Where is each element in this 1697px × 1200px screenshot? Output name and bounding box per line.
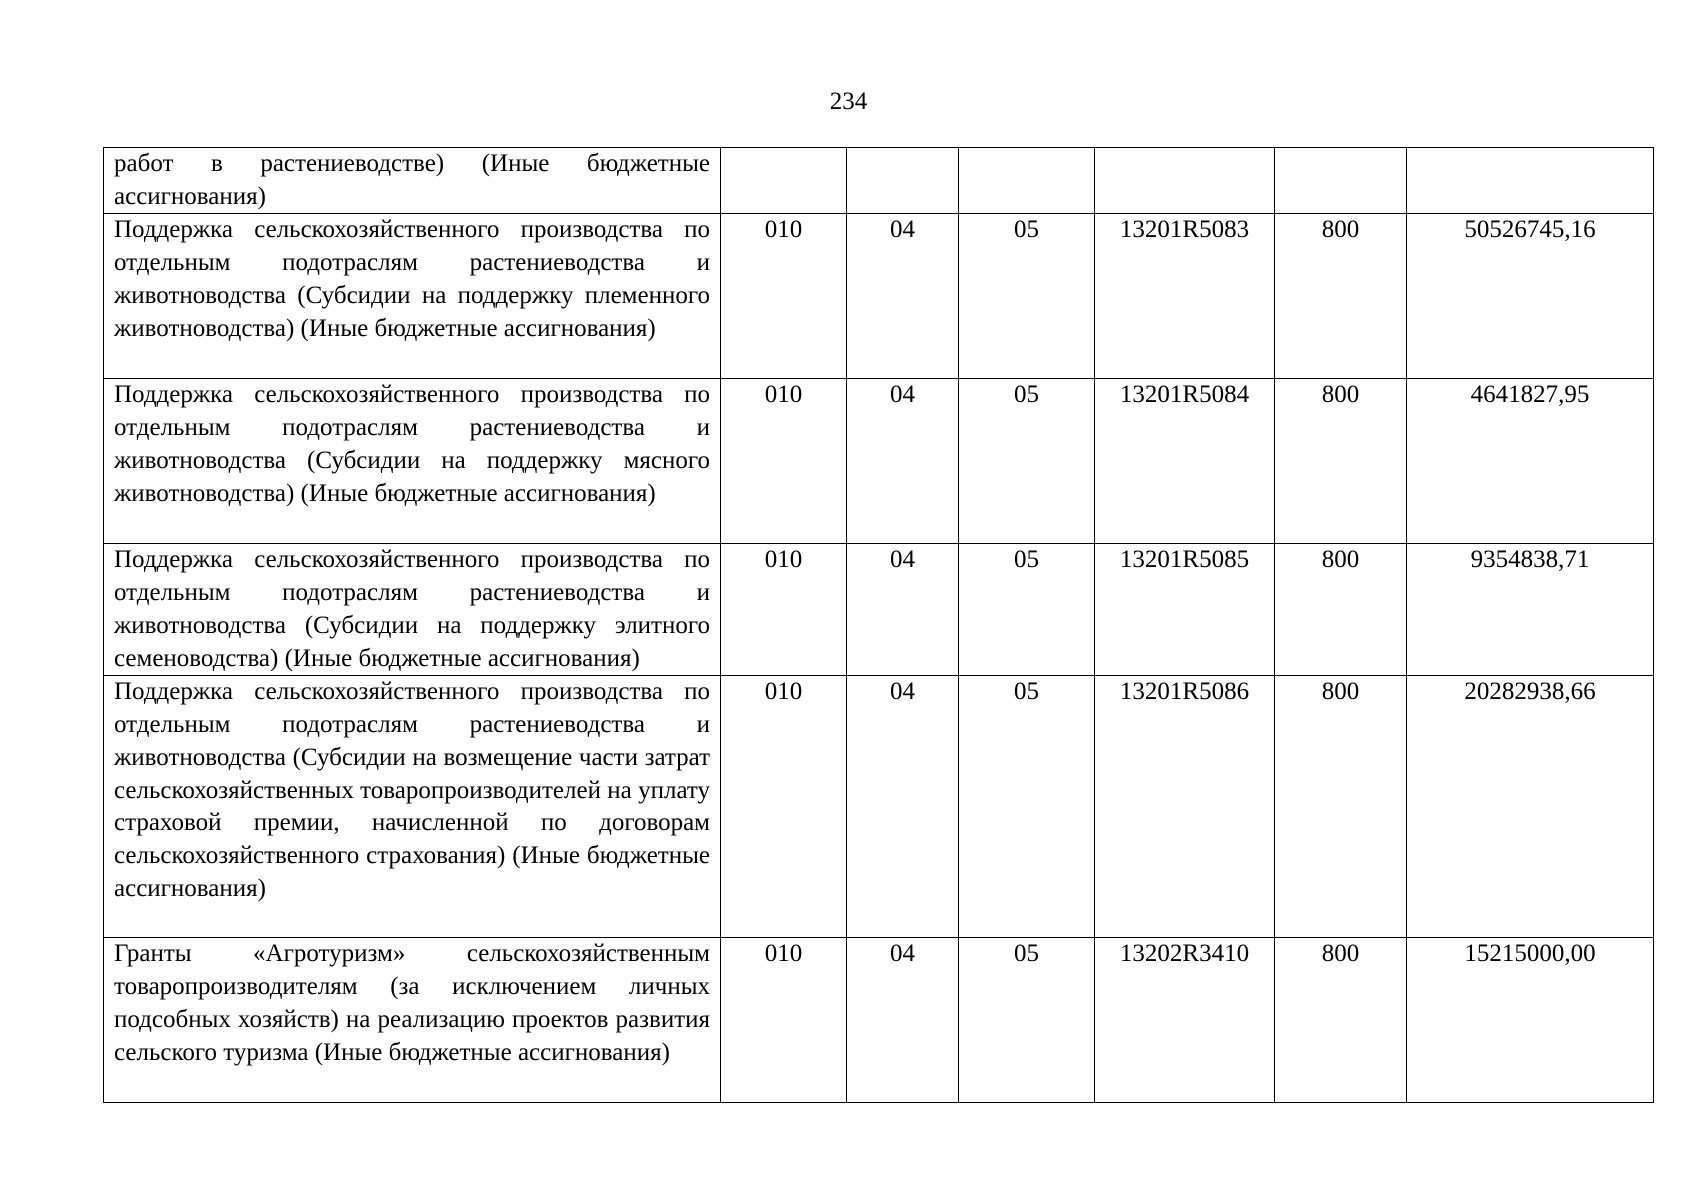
row-description: Поддержка сельскохозяйственного производства по отдельным подотраслям растениеводства и животноводства (Субсидии на возмещение части затрат сельскохозяйственных товаропроизводителей на уплату страховой премии, начисленной по договорам сельскохозяйственного страхования) (Иные бюджетные ассигнования)	[104, 676, 721, 938]
table-row	[104, 214, 1654, 379]
section-code: 04	[847, 379, 959, 544]
section-code: 04	[847, 544, 959, 676]
table-row	[104, 938, 1654, 1103]
subsection-code: 05	[959, 214, 1095, 379]
table-row	[104, 379, 1654, 544]
row-description: Гранты «Агротуризм» сельскохозяйственным товаропроизводителям (за исключением личных подсобных хозяйств) на реализацию проектов развития сельского туризма (Иные бюджетные ассигнования)	[104, 938, 721, 1103]
amount-cell: 9354838,71	[1407, 544, 1654, 676]
budget-table	[103, 147, 1654, 1103]
target-article-code: 13201R5086	[1095, 676, 1275, 938]
amount-cell: 4641827,95	[1407, 379, 1654, 544]
ministry-code: 010	[721, 938, 847, 1103]
subsection-code: 05	[959, 676, 1095, 938]
row-description: Поддержка сельскохозяйственного производства по отдельным подотраслям растениеводства и животноводства (Субсидии на поддержку элитного семеноводства) (Иные бюджетные ассигнования)	[104, 544, 721, 676]
target-article-code: 13201R5084	[1095, 379, 1275, 544]
section-code	[847, 148, 959, 214]
target-article-code: 13202R3410	[1095, 938, 1275, 1103]
section-code: 04	[847, 214, 959, 379]
target-article-code: 13201R5085	[1095, 544, 1275, 676]
expense-type-code: 800	[1275, 544, 1407, 676]
expense-type-code: 800	[1275, 214, 1407, 379]
target-article-code	[1095, 148, 1275, 214]
row-description: Поддержка сельскохозяйственного производства по отдельным подотраслям растениеводства и животноводства (Субсидии на поддержку племенного животноводства) (Иные бюджетные ассигнования)	[104, 214, 721, 379]
table-row	[104, 544, 1654, 676]
ministry-code	[721, 148, 847, 214]
subsection-code: 05	[959, 938, 1095, 1103]
section-code: 04	[847, 676, 959, 938]
section-code: 04	[847, 938, 959, 1103]
expense-type-code: 800	[1275, 379, 1407, 544]
target-article-code: 13201R5083	[1095, 214, 1275, 379]
amount-cell: 15215000,00	[1407, 938, 1654, 1103]
row-description: работ в растениеводстве) (Иные бюджетные ассигнования)	[104, 148, 721, 214]
ministry-code: 010	[721, 379, 847, 544]
subsection-code: 05	[959, 379, 1095, 544]
amount-cell: 20282938,66	[1407, 676, 1654, 938]
subsection-code: 05	[959, 544, 1095, 676]
expense-type-code: 800	[1275, 676, 1407, 938]
ministry-code: 010	[721, 214, 847, 379]
page-number: 234	[829, 88, 868, 115]
subsection-code	[959, 148, 1095, 214]
amount-cell	[1407, 148, 1654, 214]
table-row	[104, 148, 1654, 214]
amount-cell: 50526745,16	[1407, 214, 1654, 379]
ministry-code: 010	[721, 544, 847, 676]
expense-type-code: 800	[1275, 938, 1407, 1103]
ministry-code: 010	[721, 676, 847, 938]
table-row	[104, 676, 1654, 938]
row-description: Поддержка сельскохозяйственного производства по отдельным подотраслям растениеводства и животноводства (Субсидии на поддержку мясного животноводства) (Иные бюджетные ассигнования)	[104, 379, 721, 544]
expense-type-code	[1275, 148, 1407, 214]
